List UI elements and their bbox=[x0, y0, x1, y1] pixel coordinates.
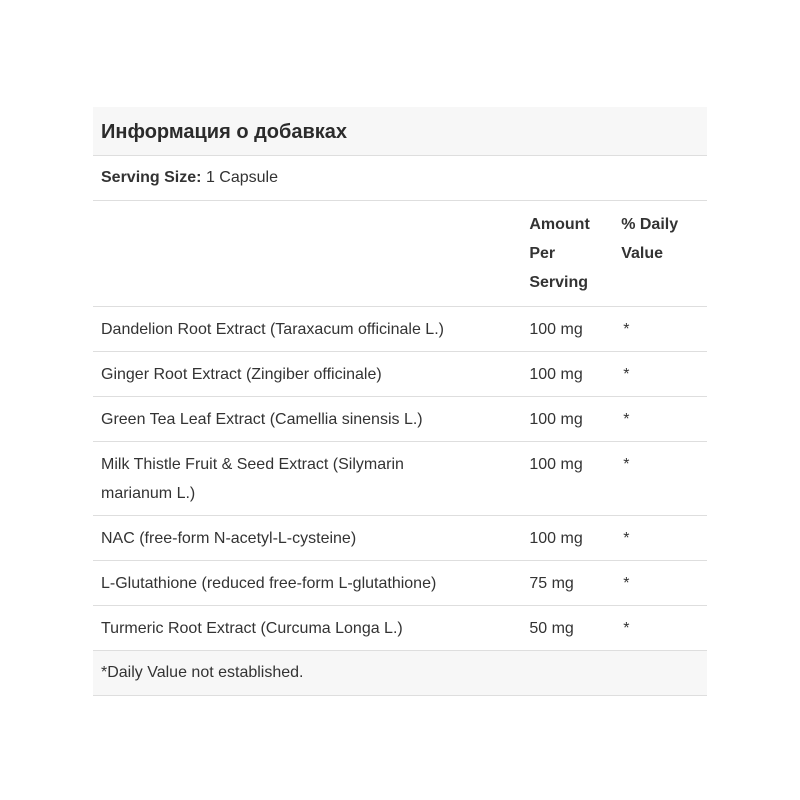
header-ingredient bbox=[93, 201, 529, 307]
ingredient-daily-value: * bbox=[621, 397, 707, 442]
ingredient-name: Turmeric Root Extract (Curcuma Longa L.) bbox=[93, 606, 529, 651]
table-row bbox=[93, 606, 707, 651]
ingredient-name: Green Tea Leaf Extract (Camellia sinensis L.) bbox=[93, 397, 529, 442]
header-daily-value-line2: Value bbox=[621, 245, 663, 262]
ingredient-daily-value: * bbox=[621, 352, 707, 397]
header-daily-value-line1: % Daily bbox=[621, 216, 679, 233]
ingredient-amount: 100 mg bbox=[529, 442, 621, 516]
ingredient-amount: 75 mg bbox=[529, 561, 621, 606]
ingredient-daily-value: * bbox=[621, 442, 707, 516]
serving-size-row bbox=[93, 156, 707, 201]
ingredient-name: Ginger Root Extract (Zingiber officinale) bbox=[93, 352, 529, 397]
ingredient-amount: 50 mg bbox=[529, 606, 621, 651]
header-amount-line3: Serving bbox=[529, 274, 589, 291]
table-row bbox=[93, 561, 707, 606]
header-amount-per-serving bbox=[529, 201, 621, 307]
supplement-facts-panel bbox=[93, 107, 707, 696]
footnote-row bbox=[93, 651, 707, 696]
ingredient-name bbox=[93, 442, 529, 516]
ingredient-amount: 100 mg bbox=[529, 516, 621, 561]
panel-title: Информация о добавках bbox=[93, 107, 707, 156]
ingredient-name: Dandelion Root Extract (Taraxacum officinale L.) bbox=[93, 307, 529, 352]
serving-size-value: 1 Capsule bbox=[205, 169, 278, 186]
ingredient-daily-value: * bbox=[621, 307, 707, 352]
table-row bbox=[93, 397, 707, 442]
ingredient-name: NAC (free-form N-acetyl-L-cysteine) bbox=[93, 516, 529, 561]
table-row bbox=[93, 352, 707, 397]
ingredient-daily-value: * bbox=[621, 516, 707, 561]
table-row bbox=[93, 442, 707, 516]
ingredient-name-line1: Milk Thistle Fruit & Seed Extract (Silymarin bbox=[101, 456, 404, 473]
supplement-facts-table bbox=[93, 201, 707, 696]
table-header-row bbox=[93, 201, 707, 307]
ingredient-name-line2: marianum L.) bbox=[101, 485, 196, 502]
footnote-text: *Daily Value not established. bbox=[93, 651, 707, 696]
ingredient-amount: 100 mg bbox=[529, 307, 621, 352]
ingredient-name: L-Glutathione (reduced free-form L-glutathione) bbox=[93, 561, 529, 606]
ingredient-amount: 100 mg bbox=[529, 352, 621, 397]
header-amount-line1: Amount bbox=[529, 216, 590, 233]
ingredient-amount: 100 mg bbox=[529, 397, 621, 442]
ingredient-daily-value: * bbox=[621, 561, 707, 606]
serving-size-label: Serving Size: bbox=[101, 169, 202, 186]
table-row bbox=[93, 307, 707, 352]
header-amount-line2: Per bbox=[529, 245, 556, 262]
ingredient-daily-value: * bbox=[621, 606, 707, 651]
header-daily-value bbox=[621, 201, 707, 307]
table-row bbox=[93, 516, 707, 561]
